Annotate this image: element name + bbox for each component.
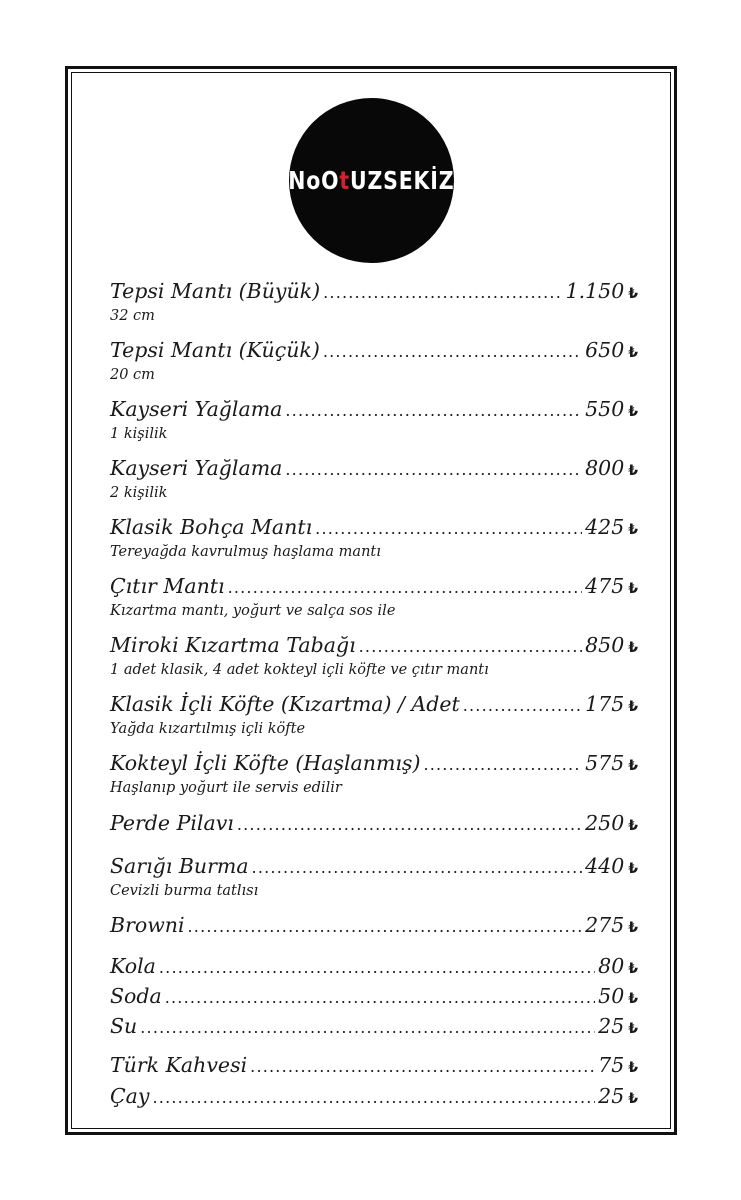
lira-icon: ₺ [628,522,638,538]
item-name: Kola [110,954,156,978]
item-price [598,1050,638,1083]
lira-icon: ₺ [628,1060,638,1076]
dot-leader [323,337,582,367]
price-value: 1.150 [565,279,625,303]
logo-text-suffix: UZSEKİZ [350,166,455,195]
item-description: Tereyağda kavrulmuş haşlama mantı [110,544,381,560]
item-price [585,808,638,841]
item-description: 1 kişilik [110,426,168,442]
lira-icon: ₺ [628,286,638,302]
lira-icon: ₺ [628,345,638,361]
dot-leader [159,953,595,983]
menu-item [110,571,638,621]
item-name: Su [110,1014,138,1038]
item-name: Çıtır Mantı [110,574,225,598]
dot-leader [237,810,582,840]
lira-icon: ₺ [628,961,638,977]
item-description: Cevizli burma tatlısı [110,883,259,899]
item-price [585,394,638,427]
logo-text-prefix: NoO [288,166,340,195]
item-price [598,1081,638,1114]
lira-icon: ₺ [628,758,638,774]
price-value: 25 [598,1014,625,1038]
price-value: 250 [585,811,625,835]
lira-icon: ₺ [628,818,638,834]
item-price [598,951,638,984]
item-name: Sarığı Burma [110,854,249,878]
item-description: Yağda kızartılmış içli köfte [110,721,306,737]
item-price [585,335,638,368]
menu-item [110,630,638,680]
item-price [585,748,638,781]
menu-item [110,689,638,739]
dot-leader [153,1083,596,1113]
menu-item [110,335,638,385]
dot-leader [463,691,582,721]
lira-icon: ₺ [628,991,638,1007]
menu-item [110,910,638,940]
price-value: 650 [585,338,625,362]
item-name: Soda [110,984,162,1008]
item-name: Tepsi Mantı (Küçük) [110,338,320,362]
item-price [585,910,638,943]
dot-leader [323,278,562,308]
lira-icon: ₺ [628,699,638,715]
dot-leader [315,514,582,544]
item-name: Türk Kahvesi [110,1053,248,1077]
item-name: Kayseri Yağlama [110,397,283,421]
lira-icon: ₺ [628,1091,638,1107]
item-price [566,276,638,309]
lira-icon: ₺ [628,920,638,936]
price-value: 275 [585,913,625,937]
item-description: 1 adet klasik, 4 adet kokteyl içli köfte ve çıtır mantı [110,662,489,678]
dot-leader [285,396,582,426]
item-name: Perde Pilavı [110,811,234,835]
price-value: 75 [598,1053,625,1077]
menu-item [110,808,638,838]
dot-leader [359,632,582,662]
item-name: Tepsi Mantı (Büyük) [110,279,321,303]
menu-item [110,512,638,562]
menu-item [110,1011,638,1041]
menu-item [110,1081,638,1111]
item-description: Kızartma mantı, yoğurt ve salça sos ile [110,603,396,619]
price-value: 850 [585,633,625,657]
menu-item [110,394,638,444]
item-name: Kokteyl İçli Köfte (Haşlanmış) [110,751,421,775]
lira-icon: ₺ [628,404,638,420]
item-name: Klasik Bohça Mantı [110,515,313,539]
menu-item [110,981,638,1011]
price-value: 575 [585,751,625,775]
item-price [598,1011,638,1044]
item-description: 20 cm [110,367,155,383]
menu-item [110,851,638,901]
item-name: Miroki Kızartma Tabağı [110,633,356,657]
restaurant-logo [289,98,454,263]
item-price [585,689,638,722]
item-price [585,630,638,663]
logo-wordmark [288,166,454,195]
item-price [598,981,638,1014]
lira-icon: ₺ [628,581,638,597]
item-name: Klasik İçli Köfte (Kızartma) / Adet [110,692,460,716]
menu-item [110,276,638,326]
lira-icon: ₺ [628,1021,638,1037]
item-description: Haşlanıp yoğurt ile servis edilir [110,780,342,796]
item-description: 2 kişilik [110,485,168,501]
price-value: 175 [585,692,625,716]
item-name: Çay [110,1084,150,1108]
price-value: 550 [585,397,625,421]
dot-leader [252,853,583,883]
menu-item [110,951,638,981]
menu-item [110,1050,638,1080]
price-value: 80 [598,954,625,978]
item-description: 32 cm [110,308,155,324]
dot-leader [165,983,595,1013]
logo-text-accent: t [339,166,351,195]
menu-item [110,453,638,503]
price-value: 50 [598,984,625,1008]
item-price [585,851,638,884]
dot-leader [188,912,583,942]
item-name: Browni [110,913,185,937]
dot-leader [228,573,583,603]
item-price [585,571,638,604]
price-value: 475 [585,574,625,598]
lira-icon: ₺ [628,861,638,877]
price-value: 800 [585,456,625,480]
dot-leader [140,1013,595,1043]
lira-icon: ₺ [628,463,638,479]
price-value: 25 [598,1084,625,1108]
dot-leader [285,455,582,485]
price-value: 425 [585,515,625,539]
menu-item [110,748,638,798]
item-price [585,512,638,545]
dot-leader [250,1052,595,1082]
lira-icon: ₺ [628,640,638,656]
dot-leader [423,750,582,780]
item-price [585,453,638,486]
price-value: 440 [585,854,625,878]
item-name: Kayseri Yağlama [110,456,283,480]
